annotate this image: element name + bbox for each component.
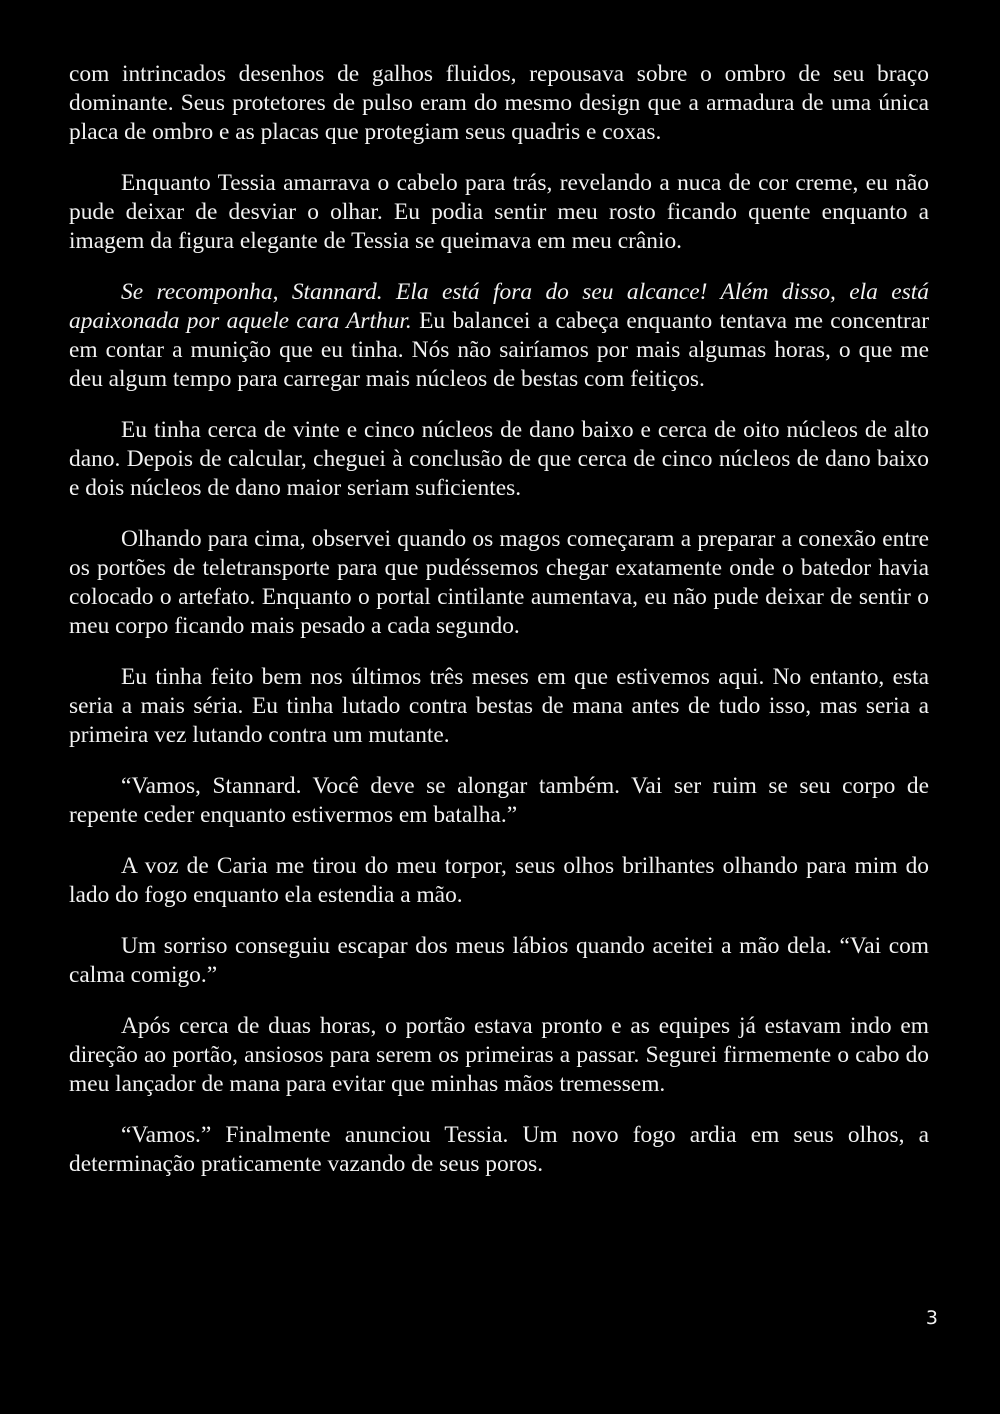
paragraph-4 (69, 416, 929, 503)
paragraph-10-text: Após cerca de duas horas, o portão estava pronto e as equipes já estavam indo em direção ao portão, ansiosos para serem os primeiras a passar. Segurei firmemente o cabo do meu lançador de mana para evitar que minhas mãos tremessem. (69, 1013, 929, 1097)
paragraph-5 (69, 525, 929, 641)
paragraph-3-italic-thought: Se recomponha, Stannard. Ela está fora do seu alcance! Além disso, ela está apaixonada por aquele cara Arthur. (69, 279, 929, 334)
paragraph-7-text: “Vamos, Stannard. Você deve se alongar também. Vai ser ruim se seu corpo de repente ceder enquanto estivermos em batalha.” (69, 773, 929, 828)
paragraph-7 (69, 772, 929, 830)
paragraph-11 (69, 1121, 929, 1179)
paragraph-9 (69, 932, 929, 990)
paragraph-4-text: Eu tinha cerca de vinte e cinco núcleos de dano baixo e cerca de oito núcleos de alto dano. Depois de calcular, cheguei à conclusão de que cerca de cinco núcleos de dano baixo e dois núcleos de dano maior seriam suficientes. (69, 417, 929, 501)
paragraph-11-text: “Vamos.” Finalmente anunciou Tessia. Um novo fogo ardia em seus olhos, a determinação praticamente vazando de seus poros. (69, 1122, 929, 1177)
paragraph-6 (69, 663, 929, 750)
paragraph-2 (69, 169, 929, 256)
page-number: 3 (925, 1307, 938, 1329)
paragraph-10 (69, 1012, 929, 1099)
paragraph-1 (69, 60, 929, 147)
paragraph-9-text: Um sorriso conseguiu escapar dos meus lábios quando aceitei a mão dela. “Vai com calma comigo.” (69, 933, 929, 988)
paragraph-6-text: Eu tinha feito bem nos últimos três meses em que estivemos aqui. No entanto, esta seria a mais séria. Eu tinha lutado contra bestas de mana antes de tudo isso, mas seria a primeira vez lutando contra um mutante. (69, 664, 929, 748)
paragraph-2-text: Enquanto Tessia amarrava o cabelo para trás, revelando a nuca de cor creme, eu não pude deixar de desviar o olhar. Eu podia sentir meu rosto ficando quente enquanto a imagem da figura elegante de Tessia se queimava em meu crânio. (69, 170, 929, 254)
paragraph-3 (69, 278, 929, 394)
paragraph-5-text: Olhando para cima, observei quando os magos começaram a preparar a conexão entre os portões de teletransporte para que pudéssemos chegar exatamente onde o batedor havia colocado o artefato. Enquanto o portal cintilante aumentava, eu não pude deixar de sentir o meu corpo ficando mais pesado a cada segundo. (69, 526, 929, 639)
document-page (69, 60, 929, 1201)
paragraph-8 (69, 852, 929, 910)
paragraph-1-text: com intrincados desenhos de galhos fluidos, repousava sobre o ombro de seu braço dominante. Seus protetores de pulso eram do mesmo design que a armadura de uma única placa de ombro e as placas que protegiam seus quadris e coxas. (69, 61, 929, 145)
paragraph-8-text: A voz de Caria me tirou do meu torpor, seus olhos brilhantes olhando para mim do lado do fogo enquanto ela estendia a mão. (69, 853, 929, 908)
paragraph-3-text: Eu balancei a cabeça enquanto tentava me concentrar em contar a munição que eu tinha. Nós não sairíamos por mais algumas horas, o que me deu algum tempo para carregar mais núcleos de bestas com feitiços. (69, 308, 929, 392)
